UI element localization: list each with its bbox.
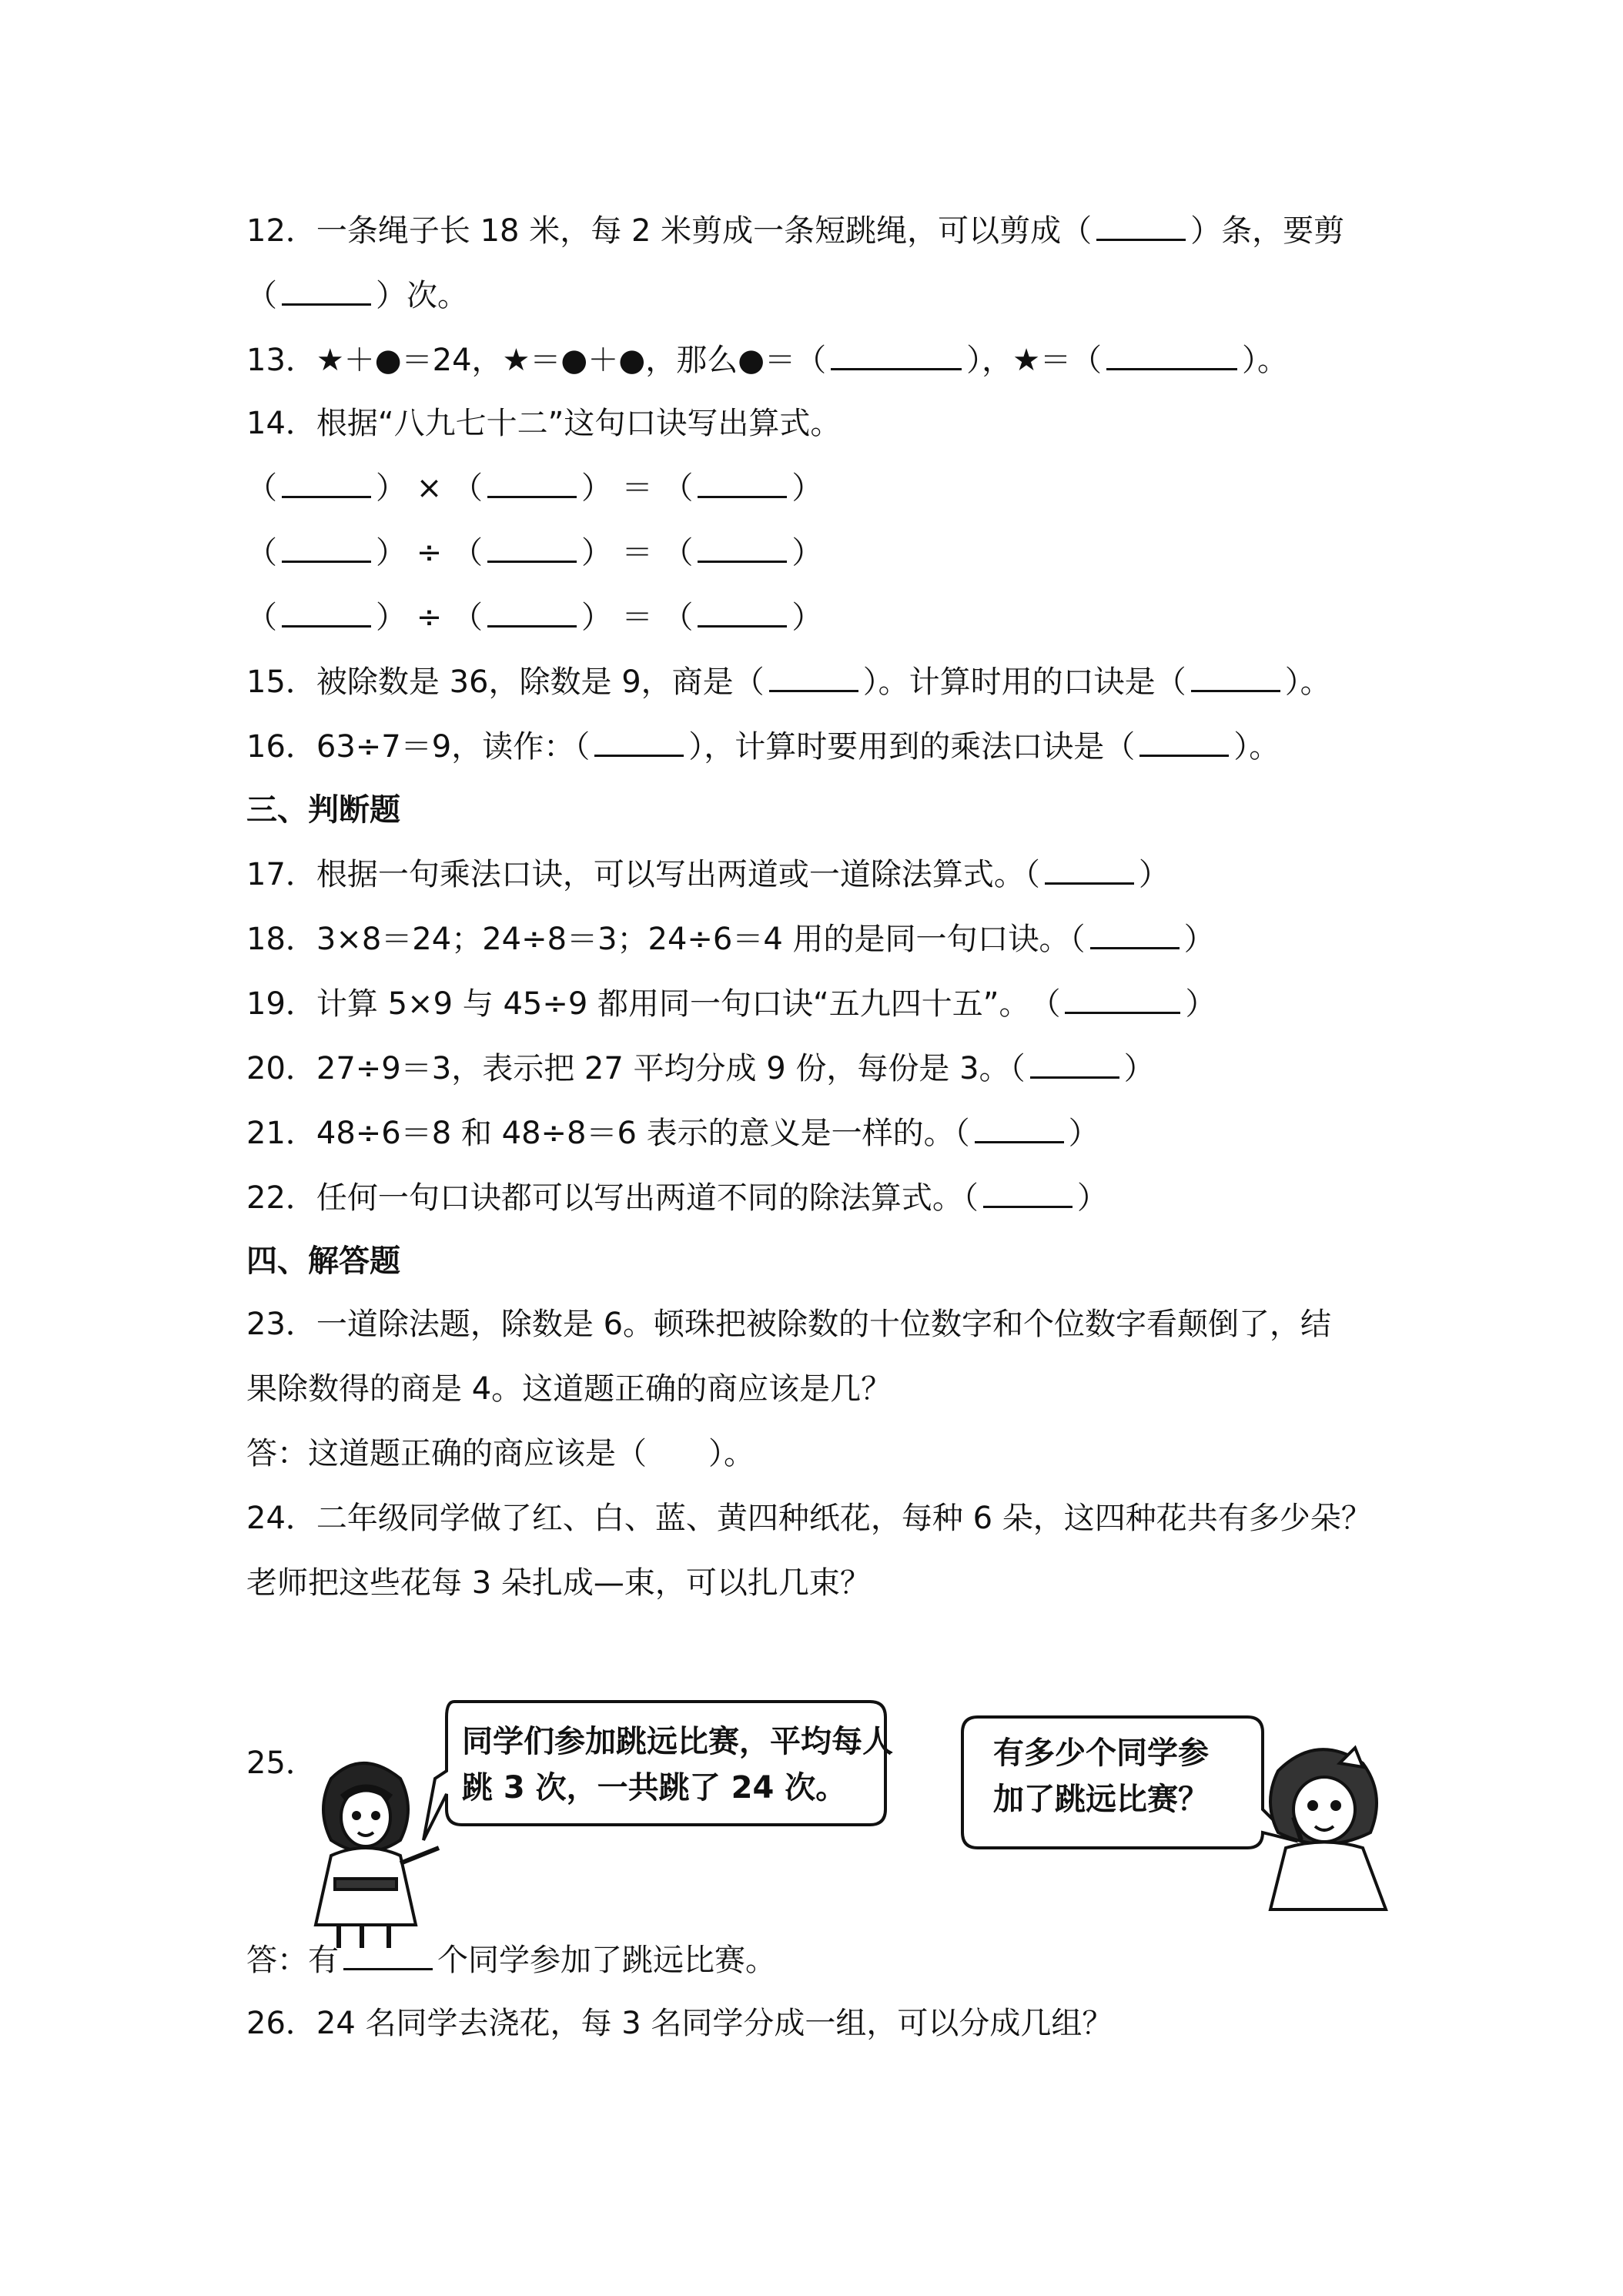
operator: × bbox=[416, 470, 443, 506]
q25-ans-b: 个同学参加了跳远比赛。 bbox=[437, 1943, 776, 1978]
q21-text-b: ） bbox=[1068, 1116, 1099, 1151]
question-25-answer bbox=[246, 1937, 776, 1982]
section-3-heading: 三、判断题 bbox=[246, 792, 400, 828]
q14-text: 14．根据“八九七十二”这句口诀写出算式。 bbox=[246, 406, 842, 441]
paren-close: ） bbox=[376, 470, 407, 506]
question-24-line-2: 老师把这些花每 3 朵扎成—束，可以扎几束？ bbox=[246, 1565, 871, 1601]
bubble-right-line-2: 加了跳远比赛？ bbox=[993, 1782, 1209, 1817]
q13-text-a: 13．★＋●＝24，★＝●＋●，那么●＝（ bbox=[246, 343, 827, 378]
equals-sign: ＝ bbox=[621, 535, 653, 571]
paren-open: （ bbox=[246, 470, 277, 506]
q12-text-c: （ bbox=[246, 278, 277, 313]
paren-open: （ bbox=[246, 600, 277, 635]
paren-close: ） bbox=[791, 600, 823, 635]
paren-open: （ bbox=[662, 535, 694, 571]
paren-open: （ bbox=[662, 470, 694, 506]
bubble-left-line-2: 跳 3 次，一共跳了 24 次。 bbox=[462, 1770, 847, 1806]
q13-text-b: ），★＝（ bbox=[966, 343, 1102, 378]
q15-text-b: ）。计算时用的口诀是（ bbox=[862, 664, 1186, 700]
q13-text-c: ）。 bbox=[1241, 343, 1288, 378]
question-24-line-1: 24．二年级同学做了红、白、蓝、黄四种纸花，每种 6 朵，这四种花共有多少朵？ bbox=[246, 1501, 1372, 1536]
q20-text-b: ） bbox=[1123, 1051, 1155, 1086]
answer-blank[interactable] bbox=[343, 1937, 433, 1970]
q16-text-a: 16．63÷7＝9，读作：（ bbox=[246, 729, 591, 765]
q18-text-b: ） bbox=[1183, 922, 1215, 957]
q21-text-a: 21．48÷6＝8 和 48÷8＝6 表示的意义是一样的。（ bbox=[246, 1116, 970, 1151]
q17-text-a: 17．根据一句乘法口诀，可以写出两道或一道除法算式。（ bbox=[246, 857, 1040, 892]
paren-open: （ bbox=[451, 535, 483, 571]
paren-open: （ bbox=[451, 470, 483, 506]
q15-text-c: ）。 bbox=[1284, 664, 1331, 700]
bubble-right-line-1: 有多少个同学参 bbox=[993, 1735, 1209, 1771]
q12-text-b: ）条，要剪 bbox=[1190, 213, 1345, 249]
q16-text-c: ）。 bbox=[1233, 729, 1280, 765]
q19-text-a: 19．计算 5×9 与 45÷9 都用同一句口诀“五九四十五”。 （ bbox=[246, 986, 1061, 1022]
bubble-left-line-1: 同学们参加跳远比赛，平均每人 bbox=[462, 1724, 893, 1759]
paren-close: ） bbox=[376, 600, 407, 635]
paren-open: （ bbox=[662, 600, 694, 635]
q19-text-b: ） bbox=[1185, 986, 1216, 1022]
paren-close: ） bbox=[581, 535, 612, 571]
question-23-line-1: 23．一道除法题，除数是 6。顿珠把被除数的十位数字和个位数字看颠倒了，结 bbox=[246, 1307, 1332, 1342]
paren-close: ） bbox=[791, 535, 823, 571]
paren-close: ） bbox=[581, 470, 612, 506]
q12-text-d: ）次。 bbox=[376, 278, 468, 313]
paren-open: （ bbox=[246, 535, 277, 571]
equals-sign: ＝ bbox=[621, 470, 653, 506]
q22-text-a: 22．任何一句口诀都可以写出两道不同的除法算式。（ bbox=[246, 1180, 979, 1216]
paren-open: （ bbox=[451, 600, 483, 635]
question-25-number: 25． bbox=[246, 1745, 316, 1781]
q20-text-a: 20．27÷9＝3，表示把 27 平均分成 9 份，每份是 3。（ bbox=[246, 1051, 1026, 1086]
paren-close: ） bbox=[376, 535, 407, 571]
section-4-heading: 四、解答题 bbox=[246, 1243, 400, 1279]
q17-text-b: ） bbox=[1138, 857, 1170, 892]
paren-close: ） bbox=[791, 470, 823, 506]
q12-text-a: 12．一条绳子长 18 米，每 2 米剪成一条短跳绳，可以剪成（ bbox=[246, 213, 1093, 249]
q18-text-a: 18．3×8＝24；24÷8＝3；24÷6＝4 用的是同一句口诀。（ bbox=[246, 922, 1086, 957]
q22-text-b: ） bbox=[1076, 1180, 1108, 1216]
equals-sign: ＝ bbox=[621, 600, 653, 635]
operator: ÷ bbox=[416, 535, 443, 571]
q25-ans-a: 答：有 bbox=[246, 1943, 339, 1978]
question-23-answer: 答：这道题正确的商应该是（ ）。 bbox=[246, 1436, 755, 1471]
paren-close: ） bbox=[581, 600, 612, 635]
teacher-figure-icon bbox=[316, 1763, 439, 1948]
q16-text-b: ），计算时要用到的乘法口诀是（ bbox=[688, 729, 1136, 765]
question-23-line-2: 果除数得的商是 4。这道题正确的商应该是几？ bbox=[246, 1371, 892, 1407]
q15-text-a: 15．被除数是 36，除数是 9，商是（ bbox=[246, 664, 765, 700]
student-figure-icon bbox=[1270, 1748, 1386, 1909]
question-26: 26．24 名同学去浇花，每 3 名同学分成一组，可以分成几组？ bbox=[246, 2006, 1113, 2041]
operator: ÷ bbox=[416, 600, 443, 635]
